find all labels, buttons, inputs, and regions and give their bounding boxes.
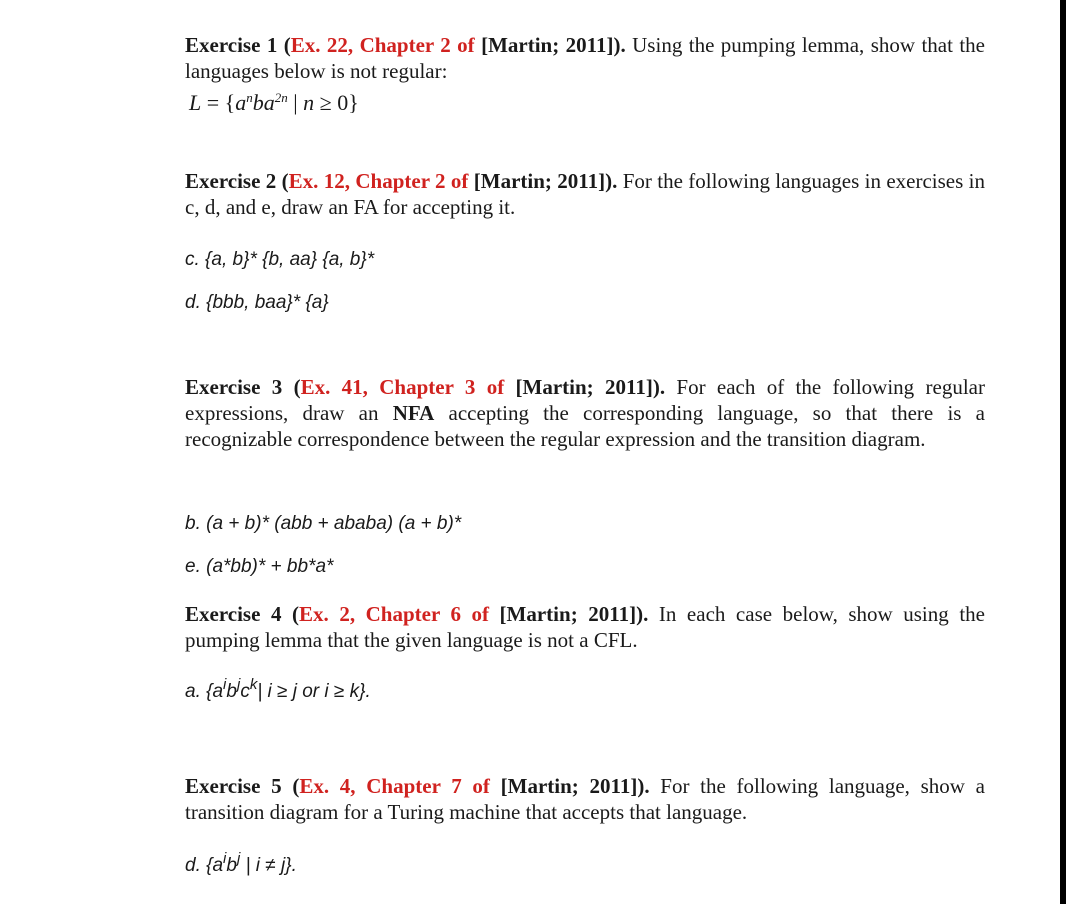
citation: [Martin; 2011] — [489, 774, 638, 798]
exercise-title: Exercise 3 — [185, 375, 283, 399]
exercise-body: For the following language, show a transition diagram for a Turing machine that accepts that language. — [185, 774, 985, 824]
exercise-body: For each of the following regular expressions, draw an — [185, 375, 985, 425]
citation: [Martin; 2011] — [489, 602, 637, 626]
nfa-term: NFA — [392, 401, 435, 425]
reference-label: Ex. 41, Chapter 3 of — [300, 375, 505, 399]
exercise-2 — [185, 168, 985, 313]
exercise-body-continued: accepting the corresponding language, so that there is a recognizable correspondence between the regular expression and the transition diagram. — [185, 401, 985, 451]
language-definition: $L = \{a^nba^{2n}$ | n ≥ 0} — [189, 90, 359, 115]
item-d: d. {$a^ib^j$ | i ≠ j}. — [185, 850, 297, 876]
citation: [Martin; 2011] — [474, 33, 614, 57]
exercise-4 — [185, 601, 985, 702]
reference-label: Ex. 2, Chapter 6 of — [299, 602, 489, 626]
item-d: d. {bbb, baa}* {a} — [185, 292, 329, 313]
exercise-2-text: Exercise 2 (Ex. 12, Chapter 2 of [Martin; 2011]). For the following languages in exercises in c, d, and e, draw an FA for accepting it. — [185, 169, 985, 219]
exercise-title: Exercise 5 — [185, 774, 282, 798]
citation: [Martin; 2011] — [468, 169, 606, 193]
exercise-body: For the following languages in exercises in c, d, and e, draw an FA for accepting it. — [185, 169, 985, 219]
exercise-4-text: Exercise 4 (Ex. 2, Chapter 6 of [Martin; 2011]). In each case below, show using the pumping lemma that the given language is not a CFL. — [185, 602, 985, 652]
exercise-3-text: Exercise 3 (Ex. 41, Chapter 3 of [Martin; 2011]). For each of the following regular expressions, draw an NFA accepting the corresponding language, so that there is a recognizable correspondence between the regular expression and the transition diagram. — [185, 375, 985, 451]
reference-label: Ex. 22, Chapter 2 of — [290, 33, 475, 57]
exercise-3 — [185, 374, 985, 577]
exercise-5 — [185, 773, 985, 876]
right-edge-bar — [1060, 0, 1066, 904]
reference-label: Ex. 4, Chapter 7 of — [299, 774, 490, 798]
item-a: a. {$a^ib^jc^k|$ i ≥ j or i ≥ k}. — [185, 676, 371, 702]
item-c: c. {a, b}* {b, aa} {a, b}* — [185, 249, 375, 270]
citation: [Martin; 2011] — [504, 375, 653, 399]
exercise-title: Exercise 4 — [185, 602, 282, 626]
exercise-body: In each case below, show using the pumping lemma that the given language is not a CFL. — [185, 602, 985, 652]
exercise-title: Exercise 2 — [185, 169, 277, 193]
exercise-title: Exercise 1 — [185, 33, 278, 57]
exercise-1 — [185, 32, 985, 115]
exercise-body: Using the pumping lemma, show that the languages below is not regular: — [185, 33, 985, 83]
exercise-5-text: Exercise 5 (Ex. 4, Chapter 7 of [Martin; 2011]). For the following language, show a transition diagram for a Turing machine that accepts that language. — [185, 774, 985, 824]
reference-label: Ex. 12, Chapter 2 of — [288, 169, 469, 193]
item-e: e. (a*bb)* + bb*a* — [185, 556, 334, 577]
exercise-1-text: Exercise 1 (Ex. 22, Chapter 2 of [Martin; 2011]). Using the pumping lemma, show that the languages below is not regular: — [185, 33, 985, 83]
item-b: b. (a + b)* (abb + ababa) (a + b)* — [185, 513, 462, 534]
